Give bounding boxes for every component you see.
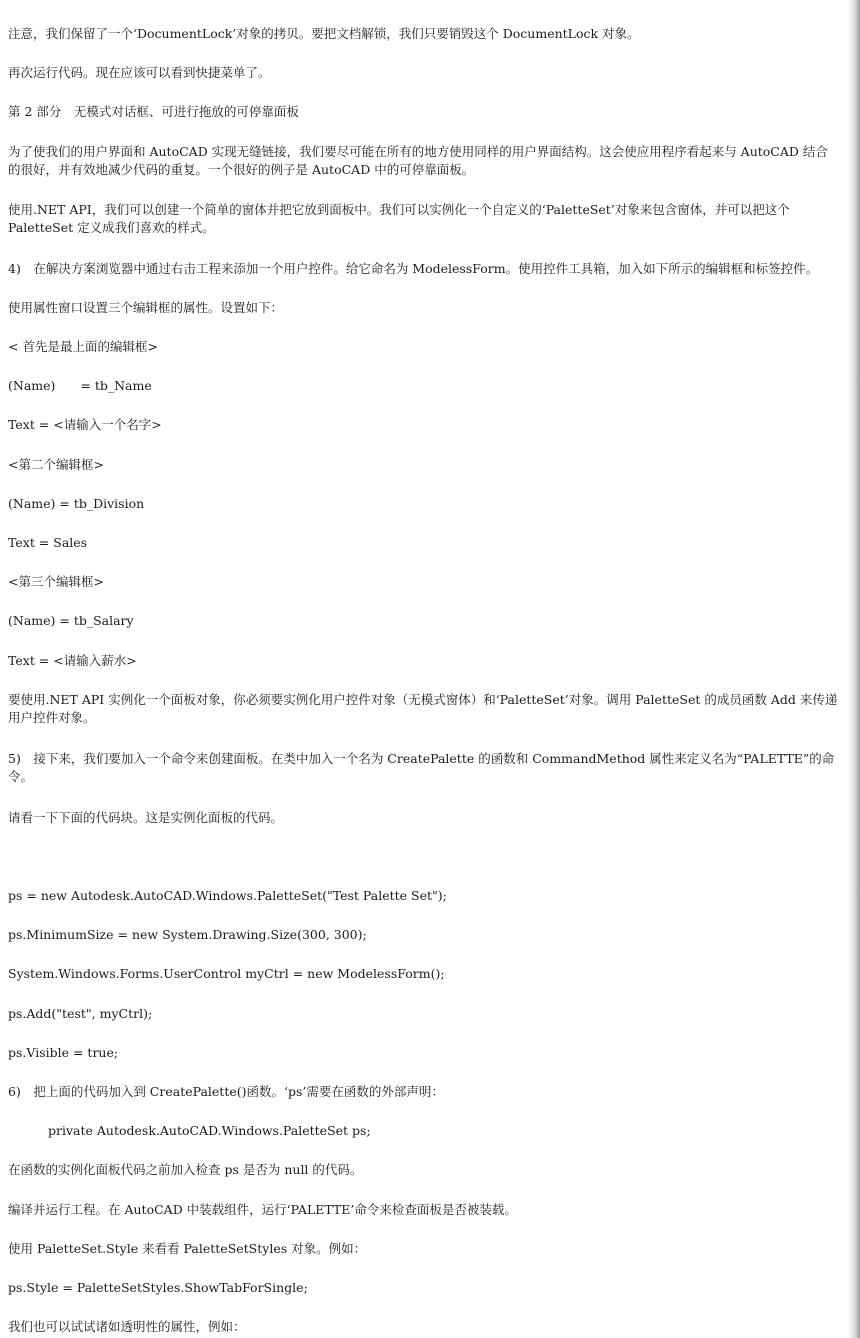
paragraph-ui-integration: 为了使我们的用户界面和 AutoCAD 实现无缝链接，我们要尽可能在所有的地方使用同样的用户界面结构。这会使应用程序看起来与 AutoCAD 结合的很好，并有效地减少代码的重复。一个很好的例子是 AutoCAD 中的可停靠面板。 <box>8 144 828 177</box>
code-line-user-control: System.Windows.Forms.UserControl myCtrl = new ModelessForm(); <box>8 966 445 981</box>
paragraph-property-window: 使用属性窗口设置三个编辑框的属性。设置如下： <box>8 300 284 315</box>
property-name-tb-salary: (Name) = tb_Salary <box>8 613 134 628</box>
property-name-tb-name: (Name) = tb_Name <box>8 378 152 393</box>
property-name-tb-division: (Name) = tb_Division <box>8 496 145 511</box>
section-heading-part-2: 第 2 部分 无模式对话框、可进行拖放的可停靠面板 <box>8 104 299 119</box>
code-line-ps-visible: ps.Visible = true; <box>8 1045 119 1060</box>
page-edge-shadow <box>848 0 860 1338</box>
code-line-minimum-size: ps.MinimumSize = new System.Drawing.Size(300, 300); <box>8 927 367 942</box>
step-5-add-command: 5) 接下来，我们要加入一个命令来创建面板。在类中加入一个名为 CreatePalette 的函数和 CommandMethod 属性来定义名为“PALETTE”的命令。 <box>8 751 835 784</box>
paragraph-code-block-intro: 请看一下下面的代码块。这是实例化面板的代码。 <box>8 810 284 825</box>
code-line-private-ps: private Autodesk.AutoCAD.Windows.PaletteSet ps; <box>48 1123 371 1138</box>
step-6-add-to-function: 6) 把上面的代码加入到 CreatePalette()函数。‘ps’需要在函数的外部声明： <box>8 1084 444 1099</box>
label-first-textbox: < 首先是最上面的编辑框> <box>8 339 158 354</box>
property-text-sales: Text = Sales <box>8 535 88 550</box>
property-text-name: Text = <请输入一个名字> <box>8 417 162 432</box>
paragraph-net-api-paletteset: 使用.NET API，我们可以创建一个简单的窗体并把它放到面板中。我们可以实例化一个自定义的‘PaletteSet’对象来包含窗体，并可以把这个 PaletteSet 定义成我们喜欢的样式。 <box>8 202 790 235</box>
paragraph-compile-run: 编译并运行工程。在 AutoCAD 中装载组件，运行‘PALETTE’命令来检查面板是否被装载。 <box>8 1202 517 1217</box>
paragraph-null-check: 在函数的实例化面板代码之前加入检查 ps 是否为 null 的代码。 <box>8 1162 363 1177</box>
paragraph-run-again: 再次运行代码。现在应该可以看到快捷菜单了。 <box>8 65 271 80</box>
code-line-ps-add: ps.Add("test", myCtrl); <box>8 1006 153 1021</box>
label-third-textbox: <第三个编辑框> <box>8 574 104 589</box>
label-second-textbox: <第二个编辑框> <box>8 457 104 472</box>
step-4-add-user-control: 4) 在解决方案浏览器中通过右击工程来添加一个用户控件。给它命名为 ModelessForm。使用控件工具箱，加入如下所示的编辑框和标签控件。 <box>8 261 819 276</box>
paragraph-documentlock-note: 注意，我们保留了一个‘DocumentLock’对象的拷贝。要把文档解锁，我们只要销毁这个 DocumentLock 对象。 <box>8 26 640 41</box>
code-line-ps-style: ps.Style = PaletteSetStyles.ShowTabForSingle; <box>8 1280 308 1295</box>
property-text-salary: Text = <请输入薪水> <box>8 653 137 668</box>
code-line-new-paletteset: ps = new Autodesk.AutoCAD.Windows.PaletteSet("Test Palette Set"); <box>8 888 447 903</box>
paragraph-instantiate-palette: 要使用.NET API 实例化一个面板对象，你必须要实例化用户控件对象（无模式窗体）和‘PaletteSet’对象。调用 PaletteSet 的成员函数 Add 来传递用户控件对象。 <box>8 692 838 725</box>
paragraph-transparency: 我们也可以试试诸如透明性的属性，例如： <box>8 1319 246 1334</box>
paragraph-paletteset-style: 使用 PaletteSet.Style 来看看 PaletteSetStyles 对象。例如： <box>8 1241 367 1256</box>
